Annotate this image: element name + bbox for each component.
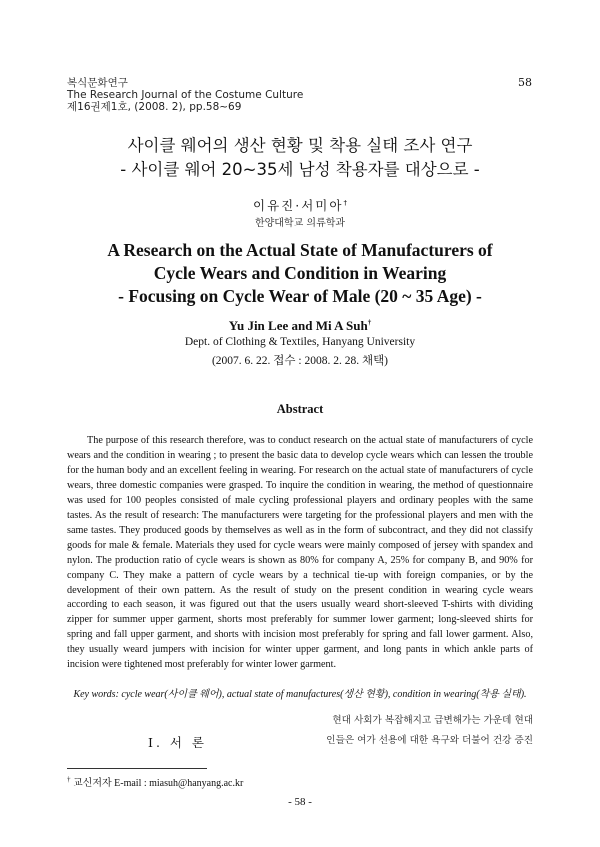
journal-name-en: The Research Journal of the Costume Culture bbox=[67, 89, 304, 101]
received-accepted-dates: (2007. 6. 22. 접수 : 2008. 2. 28. 채택) bbox=[211, 355, 389, 367]
journal-name-kr: 복식문화연구 bbox=[67, 77, 128, 89]
authors-kr bbox=[0, 196, 600, 214]
authors-en bbox=[0, 318, 600, 334]
abstract-heading: Abstract bbox=[276, 402, 324, 416]
authors-en-names: Yu Jin Lee and Mi A Suh bbox=[228, 318, 368, 333]
footnote-mark: † bbox=[67, 775, 71, 784]
title-en-line3: - Focusing on Cycle Wear of Male (20 ~ 35 Age) - bbox=[118, 286, 482, 306]
intro-line1: 현대 사회가 복잡해지고 급변해가는 가운데 현대 bbox=[332, 715, 533, 726]
journal-volume: 제16권제1호, (2008. 2), pp.58~69 bbox=[67, 101, 242, 113]
corresponding-mark-kr: † bbox=[343, 198, 347, 207]
corresponding-mark-en: † bbox=[367, 318, 372, 327]
page-number-top: 58 bbox=[518, 76, 532, 89]
footnote bbox=[67, 774, 243, 789]
affiliation-en: Dept. of Clothing & Textiles, Hanyang University bbox=[184, 336, 416, 348]
title-kr-line2: - 사이클 웨어 20~35세 남성 착용자를 대상으로 - bbox=[120, 160, 480, 179]
title-kr-line1: 사이클 웨어의 생산 현황 및 착용 실태 조사 연구 bbox=[127, 136, 473, 155]
abstract-body: The purpose of this research therefore, was to conduct research on the actual state of manufacturers of cycle wears and the condition in wearing ; to present the basic data to develop cycle wears which can lessen the trouble for the human body and an excellent feeling in wearing. For research on the actual state of manufacturers of cycle wears, three domestic companies were grasped. To inquire the condition in wearing, the method of questionnaire was used for 100 peoples consisted of male cycling professional players and ordinary peoples with the same tastes. As the result of research: The manufacturers were targeting for the professional players and men with the same tastes. They produced goods by themselves as well as in the form of subcontract, and they did not classify goods for male & female. Materials they used for cycle wears were mainly composed of jersey with spandex and nylon. The production ratio of cycle wears is shown as 80% for company A, 25% for company B, and 90% for company C. They make a pattern of cycle wears by a technical tie-up with foreign companies, or by the development of their own pattern. As the result of study on the present condition in wearing cycle wears according to each season, it was figured out that the users usually weard short-sleeved T-shirts with dividing zipper for summer upper garment, shorts most preferably for summer lower garment; long-sleeved shirts for spring and fall upper garment, and shorts with incision most preferably for spring and fall lower garment. Also, they usually weard jumpers with incision for winter upper garment, and long pants in which ankle parts of incision were tightened most preferably for winter lower garment. bbox=[67, 435, 533, 671]
footnote-divider bbox=[67, 768, 207, 769]
keywords: Key words: cycle wear(사이클 웨어), actual state of manufactures(생산 현황), condition in wearing(착용 실태). bbox=[73, 689, 527, 700]
section-heading-introduction: I. 서 론 bbox=[148, 735, 208, 750]
title-en-line1: A Research on the Actual State of Manufacturers of bbox=[107, 240, 493, 260]
page-number-bottom: - 58 - bbox=[288, 796, 312, 808]
footnote-text: 교신저자 E-mail : miasuh@hanyang.ac.kr bbox=[73, 778, 244, 789]
journal-header bbox=[67, 77, 303, 113]
intro-line2: 인들은 여가 선용에 대한 욕구와 더불어 건강 증진 bbox=[326, 735, 533, 746]
intro-text bbox=[293, 711, 533, 751]
title-en-line2: Cycle Wears and Condition in Wearing bbox=[153, 263, 447, 283]
authors-kr-names: 이유진·서미아 bbox=[253, 198, 344, 213]
affiliation-kr: 한양대학교 의류학과 bbox=[254, 218, 346, 229]
